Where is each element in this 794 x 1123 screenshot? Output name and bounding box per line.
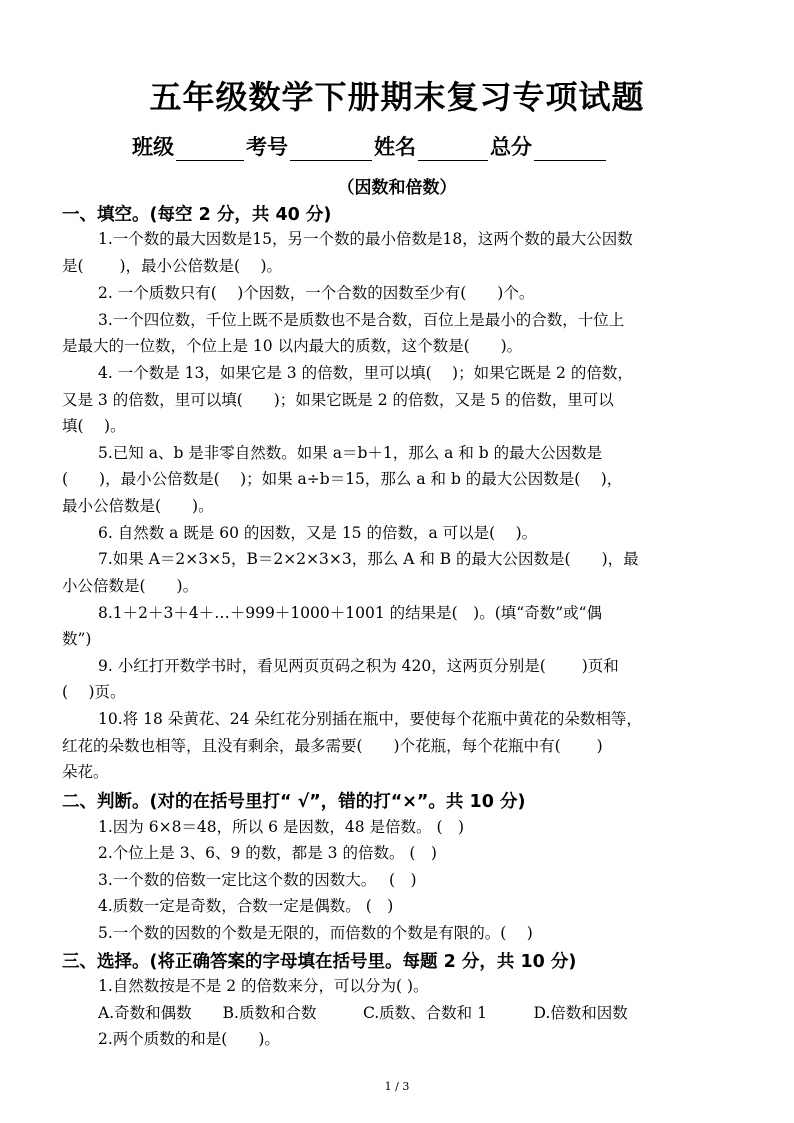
question-line: 5.已知 a、b 是非零自然数。如果 a＝b＋1，那么 a 和 b 的最大公因数是 [98, 444, 603, 462]
question-line: 小公倍数是( )。 [62, 577, 199, 595]
question-line: 1.一个数的最大因数是15，另一个数的最小倍数是18，这两个数的最大公因数 [98, 230, 633, 248]
class-label: 班级 [132, 135, 174, 159]
question-line: 最小公倍数是( )。 [62, 497, 214, 515]
class-blank[interactable] [176, 138, 244, 161]
question-line: 红花的朵数也相等，且没有剩余，最多需要( )个花瓶，每个花瓶中有( ) [62, 737, 603, 755]
number-blank[interactable] [290, 138, 372, 161]
judge-line: 3.一个数的倍数一定比这个数的因数大。 ( ) [98, 871, 417, 889]
subtitle: （因数和倍数） [337, 178, 457, 198]
question-line: ( )，最小公倍数是( )；如果 a÷b＝15，那么 a 和 b 的最大公因数是( )， [62, 470, 623, 488]
score-label: 总分 [490, 135, 532, 159]
section-heading: 二、判断。(对的在括号里打“ √”，错的打“×”。共 10 分) [62, 792, 526, 812]
choice-line: 2.两个质数的和是( )。 [98, 1030, 280, 1048]
question-line: 数”) [62, 630, 92, 648]
page-number: 1 / 3 [384, 1080, 410, 1093]
section-heading: 一、填空。(每空 2 分，共 40 分) [62, 205, 332, 225]
number-label: 考号 [246, 135, 288, 159]
section-heading: 三、选择。(将正确答案的字母填在括号里。每题 2 分，共 10 分) [62, 952, 577, 972]
judge-line: 4.质数一定是奇数，合数一定是偶数。 ( ) [98, 897, 394, 915]
judge-line: 5.一个数的因数的个数是无限的，而倍数的个数是有限的。( ) [98, 924, 533, 942]
question-line: 4. 一个数是 13，如果它是 3 的倍数，里可以填( )；如果它既是 2 的倍数， [98, 364, 633, 382]
question-line: 3.一个四位数，千位上既不是质数也不是合数，百位上是最小的合数，十位上 [98, 311, 625, 329]
choice-line: 1.自然数按是不是 2 的倍数来分，可以分为( )。 [98, 977, 429, 995]
question-line: 2. 一个质数只有( )个因数，一个合数的因数至少有( )个。 [98, 284, 535, 302]
page-title: 五年级数学下册期末复习专项试题 [149, 78, 645, 116]
question-line: 填( )。 [62, 417, 126, 435]
question-line: 是最大的一位数，个位上是 10 以内最大的质数，这个数是( )。 [62, 337, 523, 355]
student-info-row [132, 131, 608, 161]
question-line: 9. 小红打开数学书时，看见两页页码之积为 420，这两页分别是( )页和 [98, 657, 619, 675]
question-line: 10.将 18 朵黄花、24 朵红花分别插在瓶中，要使每个花瓶中黄花的朵数相等， [98, 710, 642, 728]
question-line: 7.如果 A＝2×3×5，B＝2×2×3×3，那么 A 和 B 的最大公因数是( )，最 [98, 550, 639, 568]
name-label: 姓名 [374, 135, 416, 159]
question-line: ( )页。 [62, 683, 126, 701]
judge-line: 1.因为 6×8＝48，所以 6 是因数，48 是倍数。 ( ) [98, 818, 465, 836]
question-line: 又是 3 的倍数，里可以填( )；如果它既是 2 的倍数，又是 5 的倍数，里可以 [62, 391, 614, 409]
score-blank[interactable] [534, 138, 606, 161]
name-blank[interactable] [418, 138, 488, 161]
judge-line: 2.个位上是 3、6、9 的数，都是 3 的倍数。 ( ) [98, 844, 437, 862]
question-line: 6. 自然数 a 既是 60 的因数，又是 15 的倍数，a 可以是( )。 [98, 524, 538, 542]
question-line: 8.1＋2＋3＋4＋…＋999＋1000＋1001 的结果是( )。(填“奇数”或“偶 [98, 604, 603, 622]
choice-options: A.奇数和偶数 B.质数和合数 C.质数、合数和 1 D.倍数和因数 [98, 1004, 628, 1022]
question-line: 是( )，最小公倍数是( )。 [62, 257, 283, 275]
question-line: 朵花。 [62, 763, 109, 781]
